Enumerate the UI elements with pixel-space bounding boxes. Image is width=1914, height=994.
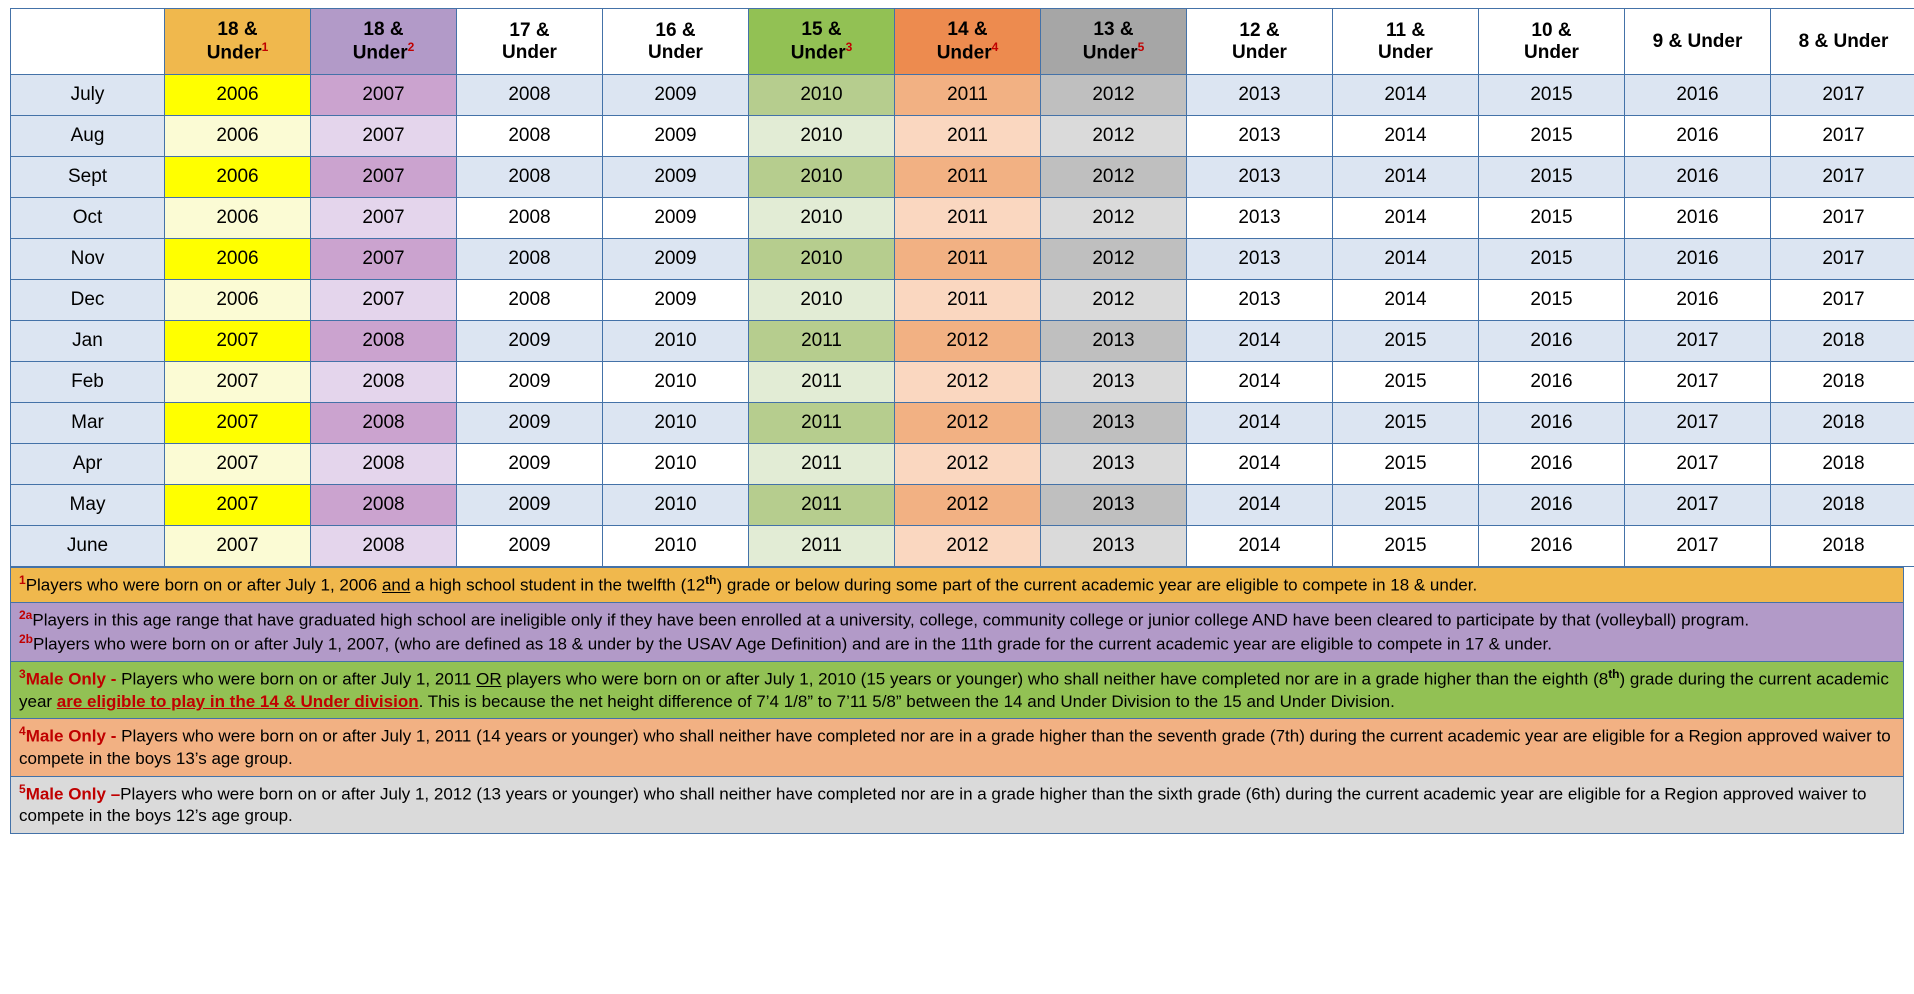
birth-year-cell: 2008: [457, 157, 603, 198]
birth-year-cell: 2018: [1771, 526, 1914, 567]
footnote-2: [10, 603, 1904, 662]
footnote-5-male-only: Male Only –: [25, 784, 121, 804]
birth-year-cell: 2007: [165, 444, 311, 485]
table-row: [11, 116, 1914, 157]
birth-year-cell: 2010: [749, 157, 895, 198]
birth-year-cell: 2010: [603, 321, 749, 362]
table-row: [11, 526, 1914, 567]
footnote-3: [10, 662, 1904, 719]
birth-year-cell: 2014: [1333, 239, 1479, 280]
birth-year-cell: 2010: [749, 239, 895, 280]
birth-year-cell: 2007: [311, 116, 457, 157]
footnote-1-marker: 1: [19, 573, 26, 587]
birth-year-cell: 2016: [1625, 157, 1771, 198]
birth-year-cell: 2012: [1041, 239, 1187, 280]
birth-year-cell: 2010: [749, 116, 895, 157]
row-month-label: Apr: [11, 444, 165, 485]
birth-year-cell: 2016: [1479, 485, 1625, 526]
birth-year-cell: 2012: [1041, 198, 1187, 239]
birth-year-cell: 2010: [603, 485, 749, 526]
birth-year-cell: 2007: [165, 362, 311, 403]
footnote-3-highlight: are eligible to play in the 14 & Under division: [56, 691, 419, 711]
birth-year-cell: 2014: [1333, 157, 1479, 198]
birth-year-cell: 2008: [311, 321, 457, 362]
birth-year-cell: 2008: [457, 75, 603, 116]
birth-year-cell: 2013: [1041, 403, 1187, 444]
table-row: [11, 321, 1914, 362]
age-definition-table: [10, 8, 1914, 567]
table-row: [11, 198, 1914, 239]
footnote-1-text-mid: a high school student in the twelfth (12: [410, 575, 706, 595]
birth-year-cell: 2012: [1041, 116, 1187, 157]
column-header-11: 9 & Under: [1625, 9, 1771, 75]
birth-year-cell: 2011: [895, 280, 1041, 321]
footnote-2b-marker: 2b: [19, 631, 34, 646]
birth-year-cell: 2007: [311, 239, 457, 280]
column-header-note-marker: 2: [407, 39, 415, 54]
birth-year-cell: 2015: [1479, 198, 1625, 239]
birth-year-cell: 2017: [1771, 116, 1914, 157]
table-row: [11, 157, 1914, 198]
column-header-8: 12 & Under: [1187, 9, 1333, 75]
birth-year-cell: 2012: [895, 485, 1041, 526]
birth-year-cell: 2013: [1187, 157, 1333, 198]
table-row: [11, 280, 1914, 321]
birth-year-cell: 2008: [457, 239, 603, 280]
birth-year-cell: 2007: [165, 526, 311, 567]
birth-year-cell: 2007: [311, 198, 457, 239]
birth-year-cell: 2009: [457, 321, 603, 362]
column-header-6: 14 & Under$^4$: [895, 9, 1041, 75]
footnote-3-text-c: ) grade during the current academic year: [19, 669, 1889, 711]
birth-year-cell: 2018: [1771, 403, 1914, 444]
row-month-label: Jan: [11, 321, 165, 362]
birth-year-cell: 2013: [1187, 280, 1333, 321]
footnote-3-ordinal: th: [1608, 667, 1620, 682]
birth-year-cell: 2018: [1771, 321, 1914, 362]
footnote-3-text-b: players who were born on or after July 1, 2010 (15 years or younger) who shall neither have completed nor are in a grade higher than the eighth (8: [501, 669, 1609, 689]
birth-year-cell: 2007: [311, 75, 457, 116]
birth-year-cell: 2014: [1333, 198, 1479, 239]
column-header-note-marker: 5: [1137, 39, 1145, 54]
birth-year-cell: 2017: [1771, 198, 1914, 239]
birth-year-cell: 2018: [1771, 485, 1914, 526]
birth-year-cell: 2012: [1041, 280, 1187, 321]
birth-year-cell: 2011: [749, 526, 895, 567]
birth-year-cell: 2006: [165, 157, 311, 198]
footnote-1: [10, 567, 1904, 603]
birth-year-cell: 2009: [457, 444, 603, 485]
birth-year-cell: 2015: [1479, 116, 1625, 157]
birth-year-cell: 2014: [1187, 485, 1333, 526]
table-row: [11, 403, 1914, 444]
birth-year-cell: 2008: [311, 403, 457, 444]
birth-year-cell: 2010: [749, 198, 895, 239]
birth-year-cell: 2011: [895, 198, 1041, 239]
birth-year-cell: 2008: [457, 280, 603, 321]
column-header-note-marker: 4: [991, 39, 999, 54]
birth-year-cell: 2010: [603, 403, 749, 444]
birth-year-cell: 2009: [603, 280, 749, 321]
birth-year-cell: 2017: [1625, 403, 1771, 444]
birth-year-cell: 2013: [1041, 321, 1187, 362]
birth-year-cell: 2006: [165, 239, 311, 280]
birth-year-cell: 2010: [749, 280, 895, 321]
birth-year-cell: 2015: [1479, 239, 1625, 280]
birth-year-cell: 2012: [1041, 157, 1187, 198]
footnote-3-text-d: . This is because the net height difference of 7’4 1/8” to 7’11 5/8” between the 14 and Under Division to the 15 and Under Division.: [418, 691, 1395, 711]
birth-year-cell: 2014: [1187, 321, 1333, 362]
birth-year-cell: 2009: [457, 526, 603, 567]
row-month-label: Sept: [11, 157, 165, 198]
footnote-3-text-a: Players who were born on or after July 1, 2011: [121, 669, 477, 689]
birth-year-cell: 2015: [1333, 485, 1479, 526]
birth-year-cell: 2006: [165, 116, 311, 157]
birth-year-cell: 2009: [603, 157, 749, 198]
footnote-3-or: OR: [476, 669, 502, 689]
birth-year-cell: 2013: [1187, 116, 1333, 157]
row-month-label: Oct: [11, 198, 165, 239]
birth-year-cell: 2016: [1625, 116, 1771, 157]
column-header-5: 15 & Under$^3$: [749, 9, 895, 75]
table-header-row: [11, 9, 1914, 75]
birth-year-cell: 2015: [1333, 444, 1479, 485]
footnote-5-marker: 5: [19, 781, 26, 796]
footnotes: [10, 567, 1904, 834]
footnote-1-text-pre: Players who were born on or after July 1, 2006: [25, 575, 382, 595]
footnote-2b-text: Players who were born on or after July 1, 2007, (who are defined as 18 & under by the USAV Age Definition) and are in the 11th grade for the current academic year are eligible to compete in 17 & under.: [33, 634, 1552, 654]
birth-year-cell: 2006: [165, 198, 311, 239]
footnote-1-text-post: ) grade or below during some part of the current academic year are eligible to compete in 18 & under.: [716, 575, 1478, 595]
row-month-label: Aug: [11, 116, 165, 157]
footnote-4-text: Players who were born on or after July 1, 2011 (14 years or younger) who shall neither have completed nor are in a grade higher than the seventh grade (7th) during the current academic year are eligible for a Region approved waiver to compete in the boys 13’s age group.: [19, 727, 1891, 768]
column-header-12: 8 & Under: [1771, 9, 1914, 75]
row-month-label: May: [11, 485, 165, 526]
column-header-9: 11 & Under: [1333, 9, 1479, 75]
birth-year-cell: 2009: [603, 75, 749, 116]
birth-year-cell: 2013: [1041, 485, 1187, 526]
birth-year-cell: 2017: [1625, 526, 1771, 567]
footnote-5: [10, 777, 1904, 834]
birth-year-cell: 2015: [1333, 526, 1479, 567]
row-month-label: Nov: [11, 239, 165, 280]
birth-year-cell: 2009: [603, 116, 749, 157]
row-month-label: June: [11, 526, 165, 567]
birth-year-cell: 2009: [603, 239, 749, 280]
birth-year-cell: 2016: [1479, 403, 1625, 444]
birth-year-cell: 2013: [1187, 198, 1333, 239]
birth-year-cell: 2018: [1771, 444, 1914, 485]
table-row: [11, 444, 1914, 485]
birth-year-cell: 2013: [1187, 239, 1333, 280]
birth-year-cell: 2009: [457, 485, 603, 526]
footnote-3-marker: 3: [19, 667, 26, 682]
birth-year-cell: 2013: [1041, 362, 1187, 403]
birth-year-cell: 2013: [1041, 444, 1187, 485]
row-month-label: Feb: [11, 362, 165, 403]
birth-year-cell: 2008: [457, 116, 603, 157]
column-header-1: 18 & Under$^1$: [165, 9, 311, 75]
footnote-4: [10, 719, 1904, 776]
birth-year-cell: 2009: [603, 198, 749, 239]
column-header-4: 16 & Under: [603, 9, 749, 75]
birth-year-cell: 2015: [1479, 157, 1625, 198]
birth-year-cell: 2015: [1479, 75, 1625, 116]
footnote-4-male-only: Male Only -: [25, 727, 122, 747]
column-header-3: 17 & Under: [457, 9, 603, 75]
birth-year-cell: 2016: [1625, 280, 1771, 321]
birth-year-cell: 2016: [1479, 526, 1625, 567]
column-header-7: 13 & Under$^5$: [1041, 9, 1187, 75]
birth-year-cell: 2012: [895, 362, 1041, 403]
birth-year-cell: 2008: [311, 485, 457, 526]
birth-year-cell: 2012: [1041, 75, 1187, 116]
birth-year-cell: 2011: [895, 239, 1041, 280]
table-corner-cell: [11, 9, 165, 75]
birth-year-cell: 2011: [895, 116, 1041, 157]
footnote-2a-marker: 2a: [19, 608, 33, 623]
birth-year-cell: 2012: [895, 321, 1041, 362]
row-month-label: Dec: [11, 280, 165, 321]
table-row: [11, 239, 1914, 280]
column-header-10: 10 & Under: [1479, 9, 1625, 75]
birth-year-cell: 2009: [457, 403, 603, 444]
birth-year-cell: 2012: [895, 403, 1041, 444]
birth-year-cell: 2010: [603, 526, 749, 567]
birth-year-cell: 2014: [1187, 444, 1333, 485]
birth-year-cell: 2008: [311, 362, 457, 403]
birth-year-cell: 2015: [1333, 362, 1479, 403]
birth-year-cell: 2007: [165, 403, 311, 444]
birth-year-cell: 2006: [165, 75, 311, 116]
birth-year-cell: 2014: [1187, 362, 1333, 403]
table-header: [11, 9, 1914, 75]
birth-year-cell: 2011: [749, 321, 895, 362]
birth-year-cell: 2016: [1625, 75, 1771, 116]
birth-year-cell: 2012: [895, 444, 1041, 485]
birth-year-cell: 2014: [1333, 75, 1479, 116]
birth-year-cell: 2011: [895, 157, 1041, 198]
footnote-3-male-only: Male Only -: [25, 669, 122, 689]
column-header-note-marker: 3: [845, 39, 853, 54]
birth-year-cell: 2017: [1625, 321, 1771, 362]
birth-year-cell: 2017: [1771, 239, 1914, 280]
birth-year-cell: 2017: [1625, 485, 1771, 526]
footnote-2a-text: Players in this age range that have graduated high school are ineligible only if they have been enrolled at a university, college, community college or junior college AND have been cleared to participate by that (volleyball) program.: [32, 611, 1750, 631]
birth-year-cell: 2015: [1333, 321, 1479, 362]
birth-year-cell: 2016: [1625, 198, 1771, 239]
row-month-label: Mar: [11, 403, 165, 444]
column-header-2: 18 & Under$^2$: [311, 9, 457, 75]
birth-year-cell: 2013: [1187, 75, 1333, 116]
birth-year-cell: 2016: [1625, 239, 1771, 280]
birth-year-cell: 2016: [1479, 321, 1625, 362]
birth-year-cell: 2008: [457, 198, 603, 239]
birth-year-cell: 2017: [1625, 444, 1771, 485]
birth-year-cell: 2017: [1771, 157, 1914, 198]
birth-year-cell: 2018: [1771, 362, 1914, 403]
birth-year-cell: 2017: [1771, 280, 1914, 321]
birth-year-cell: 2011: [749, 485, 895, 526]
table-row: [11, 362, 1914, 403]
birth-year-cell: 2007: [311, 157, 457, 198]
birth-year-cell: 2010: [749, 75, 895, 116]
birth-year-cell: 2014: [1187, 403, 1333, 444]
footnote-4-marker: 4: [19, 724, 26, 739]
birth-year-cell: 2011: [749, 362, 895, 403]
row-month-label: July: [11, 75, 165, 116]
footnote-1-and: and: [381, 575, 411, 595]
footnote-1-ordinal: th: [705, 573, 717, 587]
birth-year-cell: 2015: [1333, 403, 1479, 444]
birth-year-cell: 2014: [1187, 526, 1333, 567]
birth-year-cell: 2011: [895, 75, 1041, 116]
birth-year-cell: 2017: [1771, 75, 1914, 116]
birth-year-cell: 2008: [311, 444, 457, 485]
birth-year-cell: 2013: [1041, 526, 1187, 567]
birth-year-cell: 2015: [1479, 280, 1625, 321]
birth-year-cell: 2014: [1333, 280, 1479, 321]
birth-year-cell: 2012: [895, 526, 1041, 567]
birth-year-cell: 2014: [1333, 116, 1479, 157]
birth-year-cell: 2007: [311, 280, 457, 321]
birth-year-cell: 2017: [1625, 362, 1771, 403]
birth-year-cell: 2007: [165, 321, 311, 362]
column-header-note-marker: 1: [261, 39, 269, 54]
table-row: [11, 485, 1914, 526]
birth-year-cell: 2008: [311, 526, 457, 567]
birth-year-cell: 2009: [457, 362, 603, 403]
birth-year-cell: 2006: [165, 280, 311, 321]
birth-year-cell: 2010: [603, 362, 749, 403]
table-body: [11, 75, 1914, 567]
birth-year-cell: 2010: [603, 444, 749, 485]
birth-year-cell: 2011: [749, 444, 895, 485]
birth-year-cell: 2016: [1479, 444, 1625, 485]
birth-year-cell: 2016: [1479, 362, 1625, 403]
table-row: [11, 75, 1914, 116]
birth-year-cell: 2011: [749, 403, 895, 444]
birth-year-cell: 2007: [165, 485, 311, 526]
footnote-5-text: Players who were born on or after July 1, 2012 (13 years or younger) who shall neither have completed nor are in a grade higher than the sixth grade (6th) during the current academic year are eligible for a Region approved waiver to compete in the boys 12’s age group.: [19, 784, 1867, 825]
